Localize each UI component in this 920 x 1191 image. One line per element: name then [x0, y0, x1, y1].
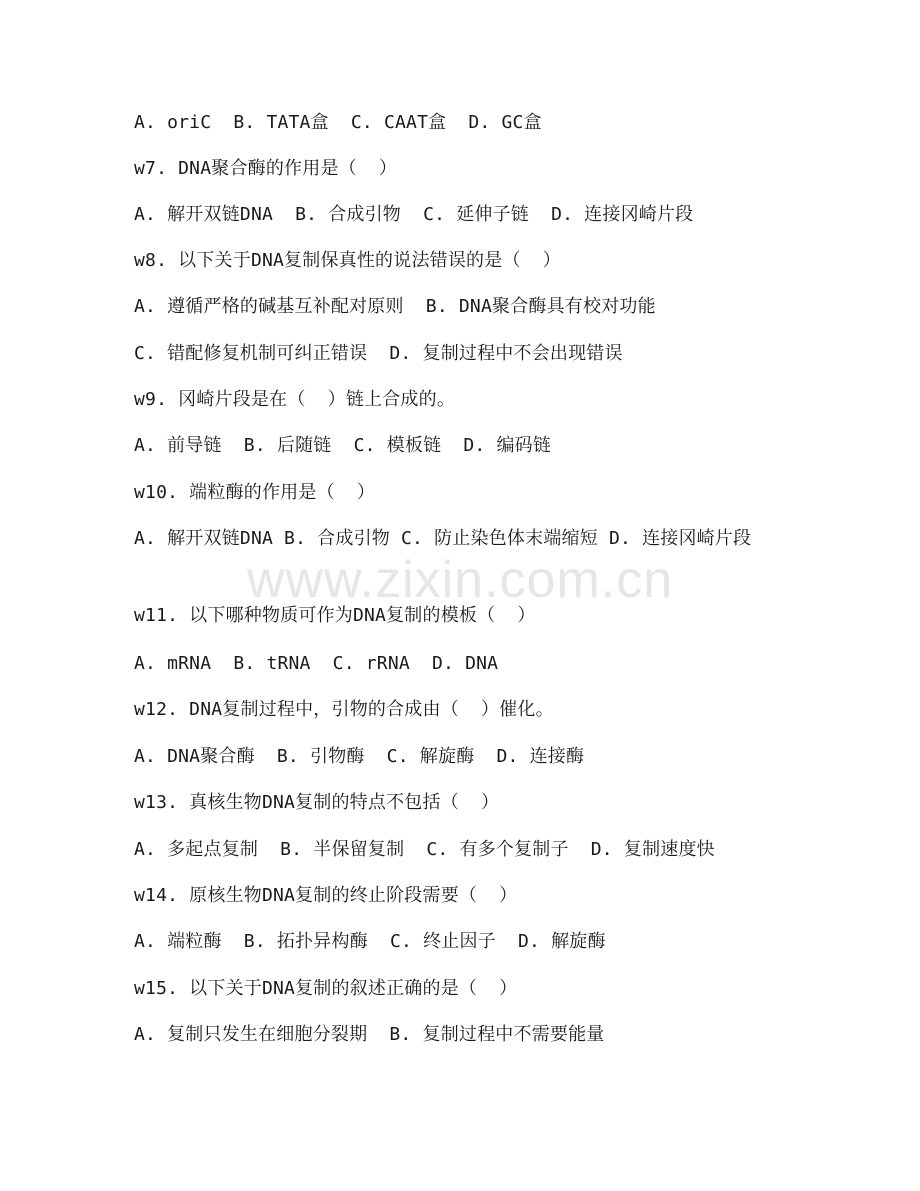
options-w10: A. 解开双链DNA B. 合成引物 C. 防止染色体末端缩短 D. 连接冈崎片段: [134, 528, 752, 549]
options-w9: A. 前导链 B. 后随链 C. 模板链 D. 编码链: [134, 435, 552, 456]
question-w13: w13. 真核生物DNA复制的特点不包括（ ）: [134, 792, 500, 813]
options-w8-ab: A. 遵循严格的碱基互补配对原则 B. DNA聚合酶具有校对功能: [134, 296, 656, 317]
watermark: www.zixin.com.cn: [246, 551, 674, 609]
options-q6: A. oriC B. TATA盒 C. CAAT盒 D. GC盒: [134, 112, 542, 133]
question-w10: w10. 端粒酶的作用是（ ）: [134, 482, 376, 503]
question-w8: w8. 以下关于DNA复制保真性的说法错误的是（ ）: [134, 250, 561, 271]
options-w11: A. mRNA B. tRNA C. rRNA D. DNA: [134, 653, 499, 674]
question-w15: w15. 以下关于DNA复制的叙述正确的是（ ）: [134, 978, 518, 999]
options-w15: A. 复制只发生在细胞分裂期 B. 复制过程中不需要能量: [134, 1024, 605, 1045]
options-w8-cd: C. 错配修复机制可纠正错误 D. 复制过程中不会出现错误: [134, 343, 623, 364]
question-w12: w12. DNA复制过程中，引物的合成由（ ）催化。: [134, 699, 554, 720]
options-w14: A. 端粒酶 B. 拓扑异构酶 C. 终止因子 D. 解旋酶: [134, 931, 606, 952]
question-w14: w14. 原核生物DNA复制的终止阶段需要（ ）: [134, 885, 518, 906]
question-w9: w9. 冈崎片段是在（ ）链上合成的。: [134, 389, 456, 410]
options-w7: A. 解开双链DNA B. 合成引物 C. 延伸子链 D. 连接冈崎片段: [134, 204, 694, 225]
question-w11: w11. 以下哪种物质可作为DNA复制的模板（ ）: [134, 605, 536, 626]
options-w12: A. DNA聚合酶 B. 引物酶 C. 解旋酶 D. 连接酶: [134, 746, 585, 767]
options-w13: A. 多起点复制 B. 半保留复制 C. 有多个复制子 D. 复制速度快: [134, 839, 715, 860]
question-w7: w7. DNA聚合酶的作用是（ ）: [134, 158, 398, 179]
